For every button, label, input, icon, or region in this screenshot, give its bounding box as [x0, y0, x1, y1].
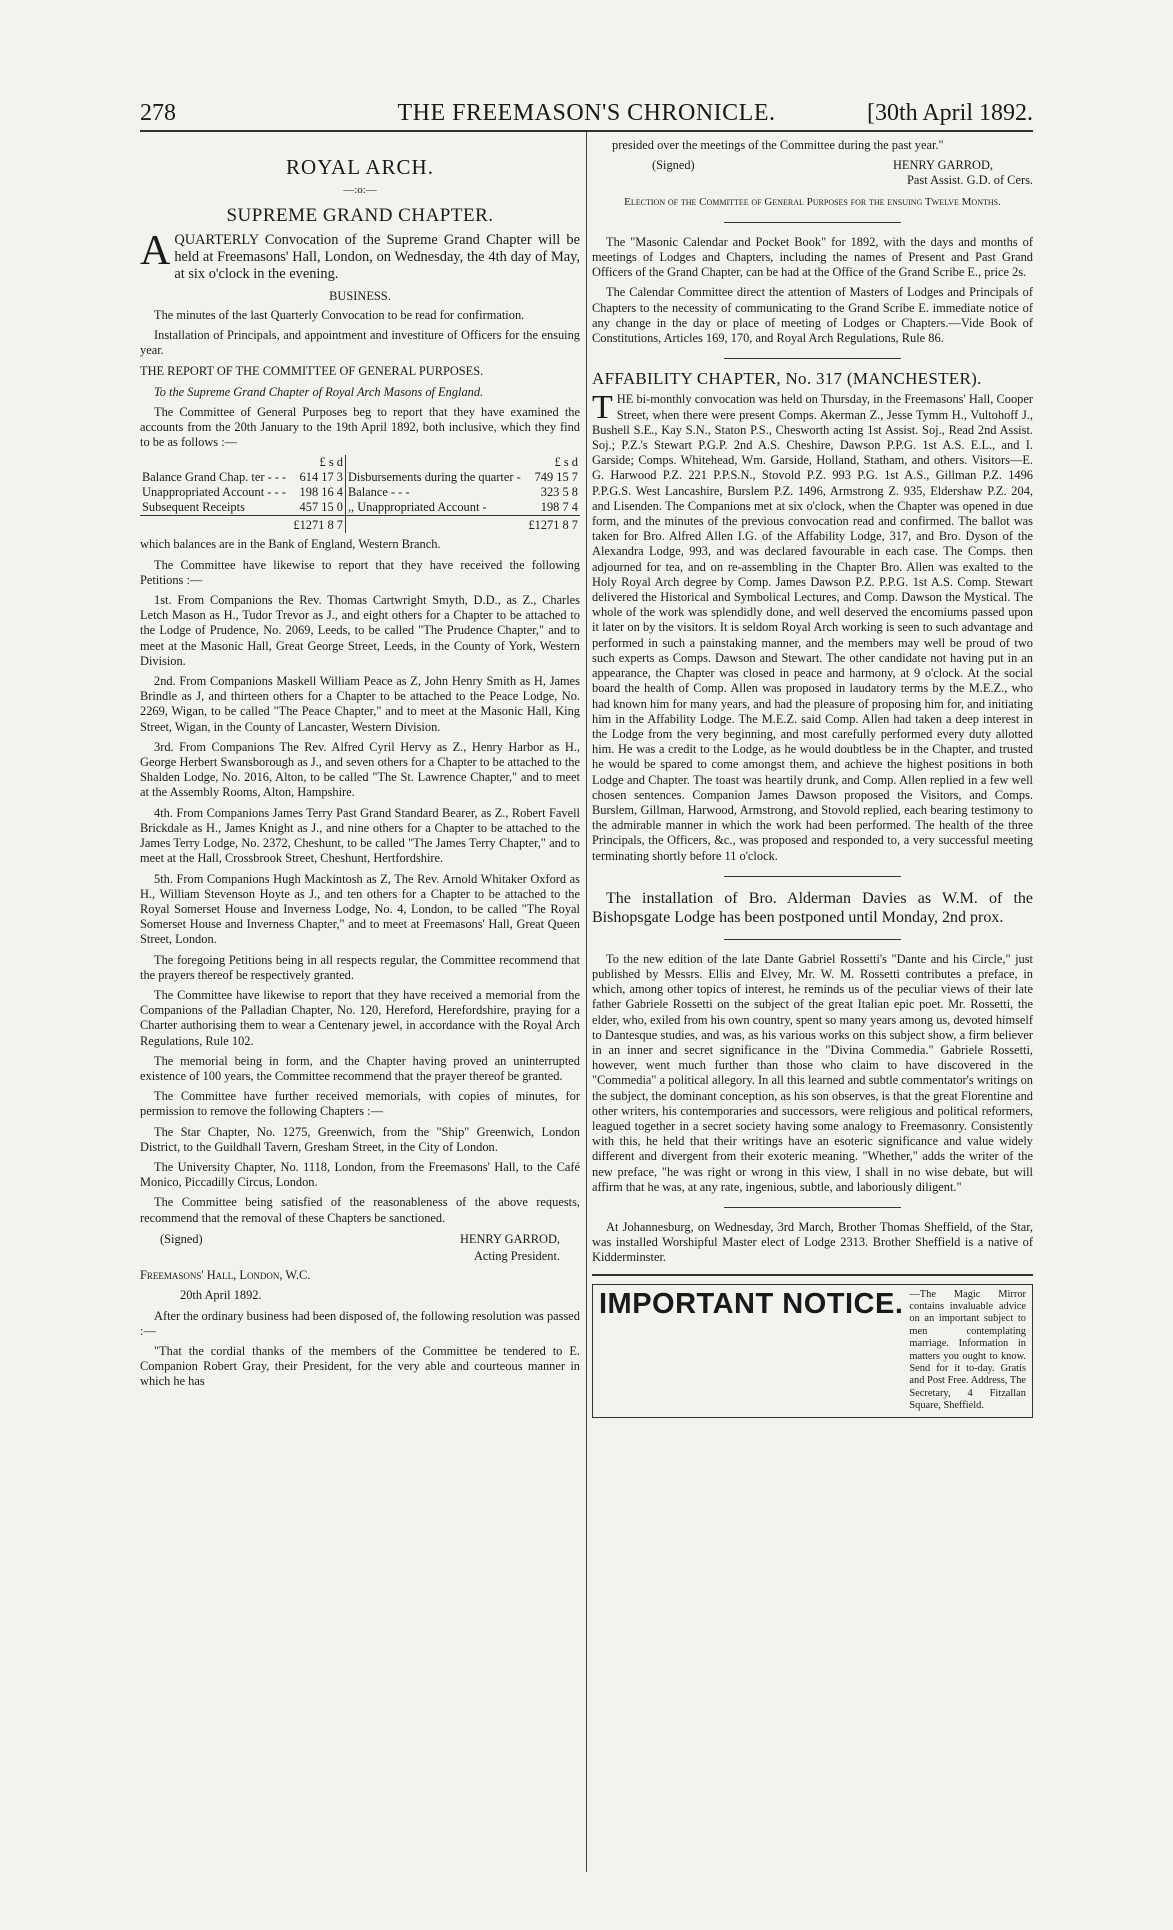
- table-row: Balance Grand Chap. ter - - - 614 17 3 Disbursements during the quarter - 749 15 7: [142, 470, 578, 485]
- section-rule: [724, 358, 900, 359]
- signed-label-2: (Signed): [652, 158, 695, 173]
- calendar-committee-paragraph: The Calendar Committee direct the attention of Masters of Lodges and Principals of Chapters to the necessity of communicating to the Grand Scribe E. immediate notice of any change in the day or place of meeting of Lodges or Chapters.—Vide Book of Constitutions, Articles 169, 170, and Royal Arch Regulations, Rule 86.: [592, 285, 1033, 346]
- notice-title: IMPORTANT NOTICE.: [599, 1287, 904, 1320]
- accounts-table: [140, 455, 580, 533]
- petitions-regular: The foregoing Petitions being in all respects regular, the Committee recommend that the prayers thereof be respectively granted.: [140, 952, 580, 982]
- notice-text: —The Magic Mirror contains invaluable advice on an important subject to men contemplating marriage. Information in matters you ought to know. Send for it to-day. Gratis and Post Free. Address, The Secretary, 4 Fitzallan Square, Sheffield.: [909, 1288, 1026, 1412]
- signed-label: (Signed): [160, 1231, 203, 1246]
- convocation-text: QUARTERLY Convocation of the Supreme Grand Chapter will be held at Freemasons' Hall, London, on Wednesday, the 4th day of May, at six o'clock in the evening.: [174, 231, 580, 282]
- business-item-2: Installation of Principals, and appointment and investiture of Officers for the ensuing year.: [140, 328, 580, 358]
- section-rule: [724, 1207, 900, 1208]
- after-business: After the ordinary business had been disposed of, the following resolution was passed :—: [140, 1308, 580, 1338]
- report-intro: The Committee of General Purposes beg to report that they have examined the accounts from the 20th January to the 19th April 1892, both inclusive, which they find to be as follows :—: [140, 404, 580, 450]
- affability-text: HE bi-monthly convocation was held on Thursday, in the Freemasons' Hall, Cooper Street, when there were present Comps. Akerman Z., Jesse Tymm H., Vultohoff J., Bushell S.E., Kay S.N., Staton P.S., Chesworth acting 1st Assist. Soj., Read 2nd Assist. Soj.; P.Z.'s Stewart P.G.P. 2nd A.S. Cheshire, Dawson P.P.G. 1st A.S. E.L., and I. Garside; Comps. Whitehead, Wm. Garside, Holland, Statham, and others. Visitors—E. G. Harwood P.Z. 221 P.P.S.N., Stovold P.Z. 993 P.G. 1st A.S., Gillman P.Z. 1496 P.P.G.S. West Lancashire, Burslem P.Z. 1496, Armstrong Z. 935, Eldershaw P.Z. 204, and Lisenden. The Companions met at six o'clock, when the Chapter was opened in due form, and the minutes of the previous convocation read and confirmed. The ballot was taken for Bro. Alfred Allen I.G. of the Affability Lodge, 317, and Bro. Dyson of the Alexandra Lodge, 993, and was declared favourable in each case. The Comps. then adjourned for tea, and on re-assembling in the Chapter Bro. Allen was exalted to the Holy Royal Arch degree by Comp. James Dawson P.Z. P.P.G. 1st A.S. Comp. Stewart delivered the Historical and Symbolical Lectures, and Comp. Dawson the Mystical. The whole of the work was splendidly done, and well deserved the encomiums passed upon it later on by the visitors. It is seldom Royal Arch working is seen to such advantage and performed in such a painstaking manner, and the members may well be proud of two such experts as Comps. Dawson and Stewart. The other candidate not having put in an appearance, the Chapter was closed in peace and harmony, at 9 o'clock. At the social board the health of Comp. Allen was proposed in laudatory terms by the M.E.Z., who had known him for many years, and had the pleasure of proposing him for, and initiating him in the Affability Lodge. The M.E.Z. said Comp. Allen had taken a deep interest in the Lodge from the very beginning, and most carefully performed every duty allotted him. He was a credit to the Lodge, as he would doubtless be in the Chapter, and trusted he would be spared to come amongst them, and achieve the highest positions in both Lodge and Chapter. The toast was heartily drunk, and Comp. Allen replied in a few well chosen sentences. Companion James Dawson proposed the Visitors, and Comps. Burslem, Gillman, Harwood, Armstrong, and Stovold replied, each bearing testimony to the admirable manner in which the work had been performed. The health of the three Principals, the Officers, &c., was proposed and responded to, a very successful meeting terminating shortly before 11 o'clock.: [592, 392, 1033, 863]
- totals-row: [140, 516, 580, 534]
- address-line: Freemasons' Hall, London, W.C.: [140, 1268, 311, 1283]
- section-rule: [724, 876, 900, 877]
- supreme-grand-chapter-heading: SUPREME GRAND CHAPTER.: [226, 205, 494, 227]
- signature-block-2: [652, 158, 993, 173]
- affability-report: [592, 389, 1033, 863]
- affability-heading: AFFABILITY CHAPTER, No. 317 (MANCHESTER).: [592, 369, 982, 389]
- star-chapter-removal: The Star Chapter, No. 1275, Greenwich, from the "Ship" Greenwich, London District, to the Guildhall Tavern, Gresham Street, in the City of London.: [140, 1124, 580, 1154]
- petitions-intro: The Committee have likewise to report that they have received the following Petitions :—: [140, 557, 580, 587]
- installation-note: The installation of Bro. Alderman Davies as W.M. of the Bishopsgate Lodge has been postponed until Monday, 2nd prox.: [592, 889, 1033, 926]
- signature-block: [160, 1232, 560, 1247]
- drop-cap: T: [592, 389, 613, 427]
- royal-arch-heading: ROYAL ARCH.: [286, 155, 434, 179]
- memorial-paragraph-2: The memorial being in form, and the Chapter having proved an uninterrupted existence of 100 years, the Committee recommend that the prayer thereof be granted.: [140, 1053, 580, 1083]
- calendar-paragraph: The "Masonic Calendar and Pocket Book" for 1892, with the days and months of meetings of Lodges and Chapters, including the names of Present and Past Grand Officers of the Grand Chapter, can be had at the Office of the Grand Scribe E., price 2s.: [592, 234, 1033, 280]
- report-heading: THE REPORT OF THE COMMITTEE OF GENERAL PURPOSES.: [140, 364, 484, 379]
- balances-note: which balances are in the Bank of England, Western Branch.: [140, 537, 441, 552]
- petition-4: 4th. From Companions James Terry Past Grand Standard Bearer, as Z., Robert Favell Brickdale as H., James Knight as J., and nine others for a Chapter to be attached to the James Terry Lodge, No. 2372, Cheshunt, to be called "The James Terry Chapter," and to meet at the Hall, Crossbrook Street, Cheshunt, Hertfordshire.: [140, 805, 580, 866]
- resolution-text: "That the cordial thanks of the members of the Committee be tendered to E. Companion Robert Gray, their President, for the very able and courteous manner in which he has: [140, 1343, 580, 1389]
- report-subheading: To the Supreme Grand Chapter of Royal Arch Masons of England.: [154, 384, 484, 399]
- convocation-notice: [140, 227, 580, 283]
- right-total: £1271 8 7: [526, 516, 580, 534]
- johannesburg-paragraph: At Johannesburg, on Wednesday, 3rd March, Brother Thomas Sheffield, of the Star, was installed Worshipful Master elect of Lodge 2313. Brother Sheffield is a native of Kidderminster.: [592, 1219, 1033, 1265]
- section-rule: [724, 939, 900, 940]
- signed-name: HENRY GARROD,: [459, 1231, 560, 1246]
- signed-role-2: Past Assist. G.D. of Cers.: [907, 173, 1033, 188]
- signed-name-2: HENRY GARROD,: [892, 158, 993, 173]
- left-column: [140, 138, 580, 1395]
- business-heading: BUSINESS.: [329, 288, 391, 303]
- election-heading: Election of the Committee of General Purposes for the ensuing Twelve Months.: [624, 195, 1001, 208]
- right-column: [592, 138, 1033, 1418]
- section-rule: [724, 222, 900, 223]
- business-item-1: The minutes of the last Quarterly Convocation to be read for confirmation.: [154, 307, 525, 322]
- address-date: 20th April 1892.: [180, 1288, 262, 1303]
- notice-rule: [592, 1274, 1033, 1276]
- page-number: 278: [140, 100, 176, 126]
- petition-1: 1st. From Companions the Rev. Thomas Cartwright Smyth, D.D., as Z., Charles Letch Mason as H., Tudor Trevor as J., and eight others for a Chapter to be attached to the Lodge of Prudence, No. 2069, Leeds, to be called "The Prudence Chapter," and to meet at the Masonic Hall, Great George Street, Leeds, in the County of York, Western Division.: [140, 593, 580, 668]
- memorial-paragraph-1: The Committee have likewise to report that they have received a memorial from the Companions of the Palladian Chapter, No. 120, Hereford, Herefordshire, praying for a Charter authorising them to wear a Centenary jewel, in accordance with the Royal Arch Regulations, Rule 102.: [140, 987, 580, 1048]
- university-chapter-removal: The University Chapter, No. 1118, London, from the Freemasons' Hall, to the Café Monico, Piccadilly Circus, London.: [140, 1159, 580, 1190]
- petition-5: 5th. From Companions Hugh Mackintosh as Z, The Rev. Arnold Whitaker Oxford as H., William Stevenson Hoyte as J., and ten others for a Chapter to be attached to the Royal Somerset House and Inverness Lodge, No. 4, London, to be called "The Royal Somerset House and Inverness Chapter," and to meet at Freemasons' Hall, Great Queen Street, London.: [140, 871, 580, 947]
- table-row: Subsequent Receipts 457 15 0 ,, Unappropriated Account - 198 7 4: [142, 500, 578, 515]
- memorial-paragraph-3: The Committee have further received memorials, with copies of minutes, for permission to remove the following Chapters :—: [140, 1089, 580, 1119]
- resolution-continued: presided over the meetings of the Committee during the past year.": [612, 138, 944, 152]
- drop-cap: A: [140, 227, 171, 274]
- dante-paragraph: To the new edition of the late Dante Gabriel Rossetti's "Dante and his Circle," just published by Messrs. Ellis and Elvey, Mr. W. M. Rossetti contributes a preface, in which, among other topics of interest, he reminds us of the peculiar views of their late father Gabriele Rossetti on the subject of the great Italian epic poet. Mr. Rossetti, the elder, who, exiled from his own country, spent so many years among us, devoted himself to Dantesque studies, and was, as his various works on this subject show, a firm believer in an inner and secret significance in the "Divina Commedia." Gabriele Rossetti, however, went much further than those who claim to have discovered in the "Commedia" a political allegory. In all this learned and subtle commentator's writings on the subject, the dominant conception, as his son observes, is that the great Florentine and other writers, his contemporaries and successors, were religious and political reformers, leagued together in a secret society having some analogy to Freemasonry. Consistently with this, he held that their writings have an esoteric significance and value widely different and divergent from their exoteric meaning. "Whether," adds the writer of the new preface, "he was right or wrong in this view, I shall in no wise debate, but will affirm that he was, at any rate, ingenious, subtle, and laboriously diligent.": [592, 951, 1033, 1194]
- signed-role: Acting President.: [473, 1248, 560, 1263]
- page-header: [140, 100, 1033, 126]
- left-total: £1271 8 7: [291, 516, 346, 534]
- table-row: Unappropriated Account - - - 198 16 4 Balance - - - 323 5 8: [142, 485, 578, 500]
- removal-recommendation: The Committee being satisfied of the reasonableness of the above requests, recommend that the removal of these Chapters be sanctioned.: [140, 1195, 580, 1225]
- important-notice-ad: [592, 1284, 1033, 1418]
- petition-3: 3rd. From Companions The Rev. Alfred Cyril Hervy as Z., Henry Harbor as H., George Herbert Swansborough as J., and seven others for a Chapter to be attached to the Shalden Lodge, No. 2016, Alton, to be called "The St. Lawrence Chapter," and to meet at the Assembly Rooms, Alton, Hampshire.: [140, 739, 580, 800]
- petition-2: 2nd. From Companions Maskell William Peace as Z, John Henry Smith as H, James Brindle as J, and thirteen others for a Chapter to be attached to the Peace Lodge, No. 2269, Wigan, to be called "The Peace Chapter," and to meet at the Masonic Hall, King Street, Wigan, in the County of Lancaster, Western Division.: [140, 674, 580, 734]
- column-divider: [586, 132, 587, 1872]
- currency-header-left: £ s d: [319, 455, 343, 470]
- ornament-divider: —:o:—: [343, 184, 377, 197]
- currency-header-right: £ s d: [554, 455, 578, 470]
- publication-title: THE FREEMASON'S CHRONICLE.: [397, 100, 776, 126]
- issue-date: [30th April 1892.: [867, 100, 1033, 126]
